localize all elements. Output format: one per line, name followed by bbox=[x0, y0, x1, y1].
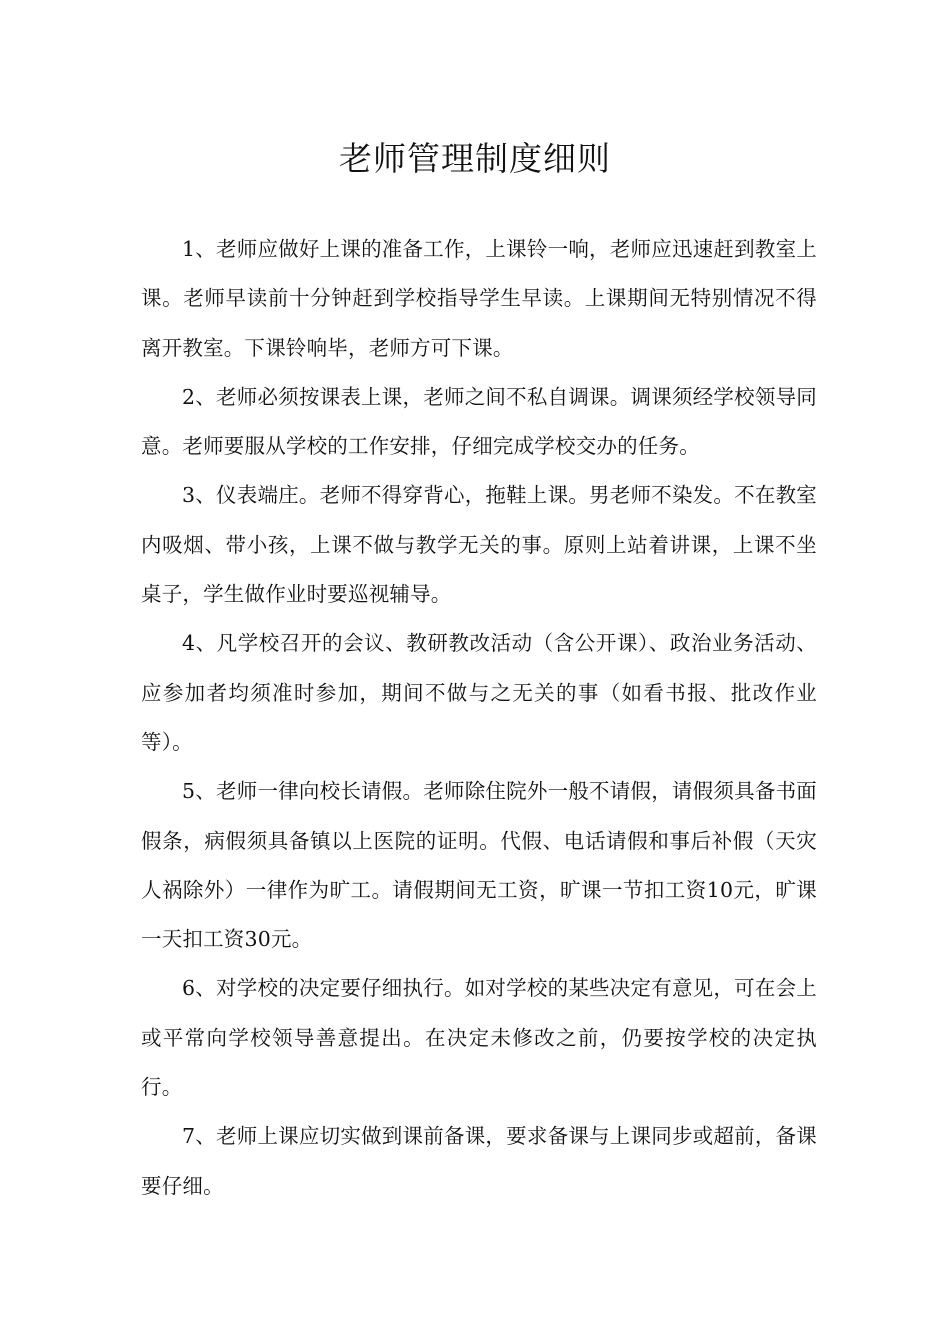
paragraph-4: 4、凡学校召开的会议、教研教改活动（含公开课）、政治业务活动、应参加者均须准时参加，期间不做与之无关的事（如看书报、批改作业等）。 bbox=[141, 631, 817, 754]
paragraph-1: 1、老师应做好上课的准备工作，上课铃一响，老师应迅速赶到教室上课。老师早读前十分钟赶到学校指导学生早读。上课期间无特别情况不得离开教室。下课铃响毕，老师方可下课。 bbox=[141, 237, 817, 360]
paragraph-7: 7、老师上课应切实做到课前备课，要求备课与上课同步或超前，备课要仔细。 bbox=[141, 1124, 817, 1198]
paragraph-6: 6、对学校的决定要仔细执行。如对学校的某些决定有意见，可在会上或平常向学校领导善意提出。在决定未修改之前，仍要按学校的决定执行。 bbox=[141, 976, 817, 1100]
document-title: 老师管理制度细则 bbox=[339, 139, 611, 178]
document-body bbox=[141, 225, 817, 1211]
paragraph-3: 3、仪表端庄。老师不得穿背心，拖鞋上课。男老师不染发。不在教室内吸烟、带小孩，上课不做与教学无关的事。原则上站着讲课，上课不坐桌子，学生做作业时要巡视辅导。 bbox=[141, 483, 817, 607]
paragraph-5: 5、老师一律向校长请假。老师除住院外一般不请假，请假须具备书面假条，病假须具备镇以上医院的证明。代假、电话请假和事后补假（天灾人祸除外）一律作为旷工。请假期间无工资，旷课一节扣工资10元，旷课一天扣工资30元。 bbox=[141, 779, 817, 952]
paragraph-2: 2、老师必须按课表上课，老师之间不私自调课。调课须经学校领导同意。老师要服从学校的工作安排，仔细完成学校交办的任务。 bbox=[141, 384, 817, 459]
